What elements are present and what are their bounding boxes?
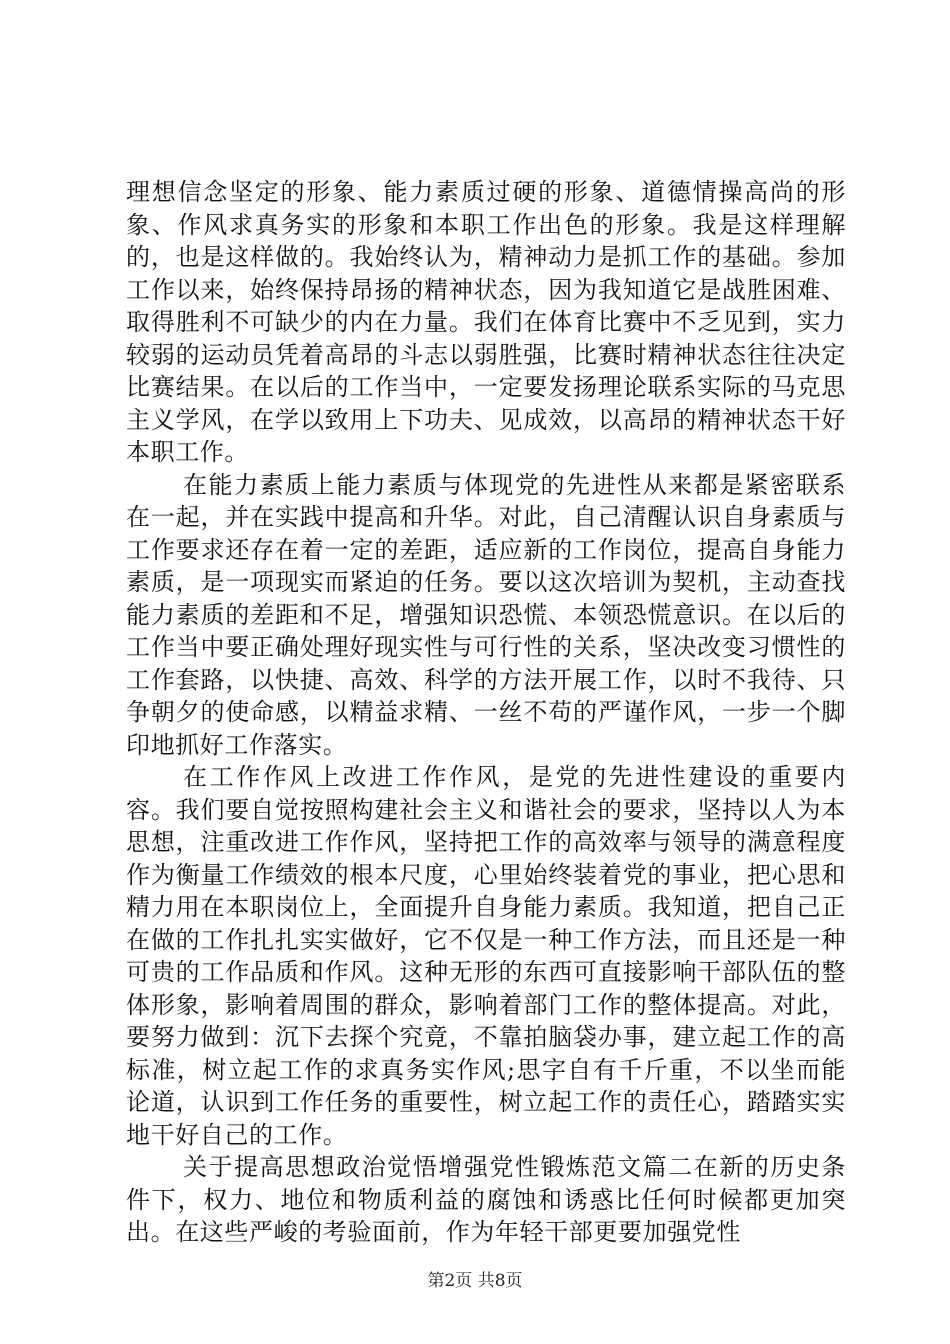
paragraph-continuation: 理想信念坚定的形象、能力素质过硬的形象、道德情操高尚的形象、作风求真务实的形象和本职工作出色的形象。我是这样理解的，也是这样做的。我始终认为，精神动力是抓工作的基础。参加工作以来，始终保持昂扬的精神状态，因为我知道它是战胜困难、取得胜利不可缺少的内在力量。我们在体育比赛中不乏见到，实力较弱的运动员凭着高昂的斗志以弱胜强，比赛时精神状态往往决定比赛结果。在以后的工作当中，一定要发扬理论联系实际的马克思主义学风，在学以致用上下功夫、见成效，以高昂的精神状态干好本职工作。 (126, 178, 846, 466)
paragraph-work-style: 在工作作风上改进工作作风，是党的先进性建设的重要内容。我们要自觉按照构建社会主义和谐社会的要求，坚持以人为本思想，注重改进工作作风，坚持把工作的高效率与领导的满意程度作为衡量工作绩效的根本尺度，心里始终装着党的事业，把心思和精力用在本职岗位上，全面提升自身能力素质。我知道，把自己正在做的工作扎扎实实做好，它不仅是一种工作方法，而且还是一种可贵的工作品质和作风。这种无形的东西可直接影响干部队伍的整体形象，影响着周围的群众，影响着部门工作的整体提高。对此，要努力做到：沉下去探个究竟，不靠拍脑袋办事，建立起工作的高标准，树立起工作的求真务实作风;思字自有千斤重，不以坐而能论道，认识到工作任务的重要性，树立起工作的责任心，踏踏实实地干好自己的工作。 (126, 763, 846, 1149)
document-body (126, 176, 846, 1249)
paragraph-article-two: 关于提高思想政治觉悟增强党性锻炼范文篇二在新的历史条件下，权力、地位和物质利益的腐蚀和诱惑比任何时候都更加突出。在这些严峻的考验面前，作为年轻干部更要加强党性 (126, 1153, 846, 1246)
page-number-footer: 第2页 共8页 (427, 1271, 523, 1291)
paragraph-ability: 在能力素质上能力素质与体现党的先进性从来都是紧密联系在一起，并在实践中提高和升华。对此，自己清醒认识自身素质与工作要求还存在着一定的差距，适应新的工作岗位，提高自身能力素质，是一项现实而紧迫的任务。要以这次培训为契机，主动查找能力素质的差距和不足，增强知识恐慌、本领恐慌意识。在以后的工作当中要正确处理好现实性与可行性的关系，坚决改变习惯性的工作套路，以快捷、高效、科学的方法开展工作，以时不我待、只争朝夕的使命感，以精益求精、一丝不苟的严谨作风，一步一个脚印地抓好工作落实。 (126, 470, 846, 759)
